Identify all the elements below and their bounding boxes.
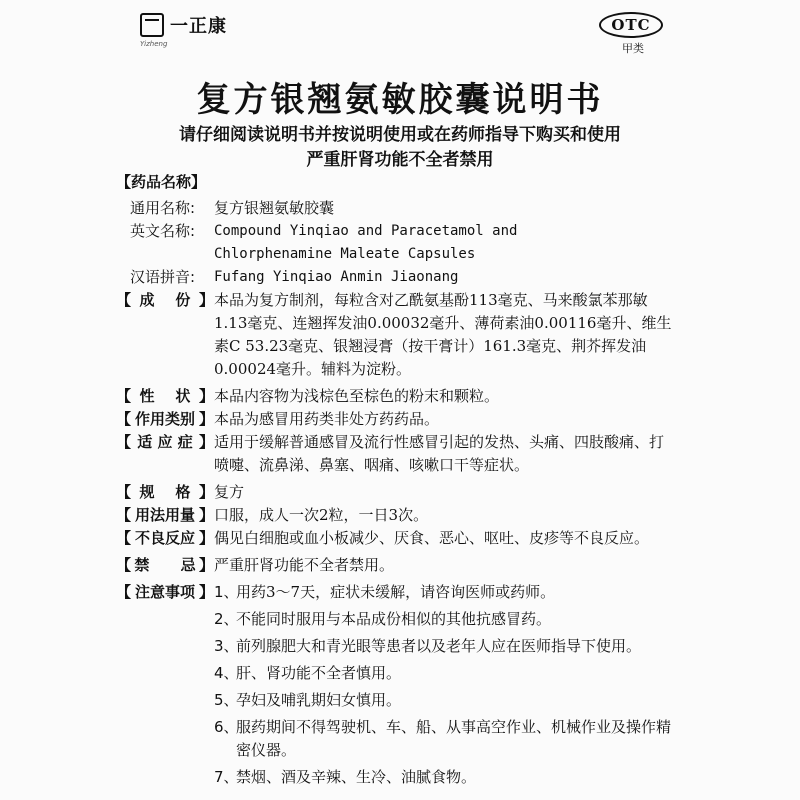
usage-value: 口服，成人一次2粒，一日3次。 — [214, 506, 429, 524]
indication-value: 适用于缓解普通感冒及流行性感冒引起的发热、头痛、四肢酸痛、打喷嚏、流鼻涕、鼻塞、咽痛、咳嗽口干等症状。 — [214, 433, 665, 474]
adverse-label: 不良反应 — [134, 529, 195, 547]
list-item: 4、 肝、肾功能不全者慎用。 — [214, 664, 402, 682]
character-value: 本品内容物为浅棕色至棕色的粉末和颗粒。 — [214, 387, 500, 405]
english-name-value-1: Compound Yinqiao and Paracetamol and — [214, 223, 518, 239]
character-label: 性 状 — [139, 387, 191, 405]
brand-subtitle: Yizheng — [140, 40, 168, 48]
warning-line-1: 请仔细阅读说明书并按说明使用或在药师指导下购买和使用 — [179, 125, 621, 145]
section-notes: 【 注意事项 】 1、 用药3～7天，症状未缓解，请咨询医师或药师。 2、 不能同时服用与本品成份相似的其他抗感冒药。 3、 前列腺肥大和青光眼等患者以及老年人应在医师指导下使用。 4、 肝、肾功能不全者慎用。 5、 孕妇及哺乳期妇女慎用。 6、 服药期间不得驾驶机、车、船、从事高空作业、机械作业及操作精密仪器。 7、 禁烟、酒及辛辣、生冷、油腻食物。 — [116, 581, 676, 789]
section-usage: 【 用法用量 】 口服，成人一次2粒，一日3次。 — [116, 504, 676, 527]
notes-list — [214, 581, 676, 789]
category-label: 作用类别 — [134, 410, 195, 428]
section-drug-name: 【 药品名称 】 — [116, 171, 676, 194]
leaflet-body — [116, 171, 676, 789]
brand-name: 一正康 — [170, 16, 227, 37]
document-title: 复方银翘氨敏胶囊说明书 — [196, 80, 604, 120]
contra-label: 禁 忌 — [134, 556, 196, 574]
list-item: 6、 服药期间不得驾驶机、车、船、从事高空作业、机械作业及操作精密仪器。 — [214, 718, 672, 759]
pinyin-row — [116, 266, 676, 289]
adverse-value: 偶见白细胞或血小板减少、厌食、恶心、呕吐、皮疹等不良反应。 — [214, 529, 650, 547]
list-item: 7、 禁烟、酒及辛辣、生冷、油腻食物。 — [214, 768, 477, 786]
list-item: 3、 前列腺肥大和青光眼等患者以及老年人应在医师指导下使用。 — [214, 637, 642, 655]
english-name-row — [116, 220, 676, 266]
category-value: 本品为感冒用药类非处方药药品。 — [214, 410, 440, 428]
yizhengkang-logo-icon — [140, 13, 164, 37]
warning-line-2: 严重肝肾功能不全者禁用 — [306, 150, 494, 170]
english-name-value-2: Chlorphenamine Maleate Capsules — [214, 246, 476, 262]
section-character: 【 性 状 】 本品内容物为浅棕色至棕色的粉末和颗粒。 — [116, 385, 676, 408]
contra-value: 严重肝肾功能不全者禁用。 — [214, 556, 395, 574]
spec-label: 规 格 — [139, 483, 191, 501]
generic-name-row — [116, 197, 676, 220]
spec-value: 复方 — [214, 483, 245, 501]
section-category: 【 作用类别 】 本品为感冒用药类非处方药药品。 — [116, 408, 676, 431]
indication-label: 适 应 症 — [137, 433, 193, 451]
list-item: 1、 用药3～7天，症状未缓解，请咨询医师或药师。 — [214, 583, 556, 601]
ingredients-value: 本品为复方制剂，每粒含对乙酰氨基酚113毫克、马来酸氯苯那敏1.13毫克、连翘挥发油0.00032毫升、薄荷素油0.00116毫升、维生素C 53.23毫克、银翘浸膏（按干膏计）161.3毫克、荆芥挥发油0.00024毫升。辅料为淀粉。 — [214, 291, 672, 378]
section-ingredients: 【 成 份 】 本品为复方制剂，每粒含对乙酰氨基酚113毫克、马来酸氯苯那敏1.13毫克、连翘挥发油0.00032毫升、薄荷素油0.00116毫升、维生素C 53.23毫克、银翘浸膏（按干膏计）161.3毫克、荆芥挥发油0.00024毫升。辅料为淀粉。 — [116, 289, 676, 381]
usage-label: 用法用量 — [134, 506, 195, 524]
list-item: 2、 不能同时服用与本品成份相似的其他抗感冒药。 — [214, 610, 552, 628]
section-indication: 【 适 应 症 】 适用于缓解普通感冒及流行性感冒引起的发热、头痛、四肢酸痛、打喷嚏、流鼻涕、鼻塞、咽痛、咳嗽口干等症状。 — [116, 431, 676, 477]
list-item: 5、 孕妇及哺乳期妇女慎用。 — [214, 691, 402, 709]
section-spec: 【 规 格 】 复方 — [116, 481, 676, 504]
section-adverse: 【 不良反应 】 偶见白细胞或血小板减少、厌食、恶心、呕吐、皮疹等不良反应。 — [116, 527, 676, 550]
section-label: 药品名称 — [131, 173, 192, 191]
english-name-label: 英文名称: — [130, 222, 196, 240]
otc-class: 甲类 — [622, 42, 644, 55]
generic-name-label: 通用名称: — [130, 199, 196, 217]
notes-label: 注意事项 — [134, 583, 195, 601]
section-contraindication: 【 禁 忌 】 严重肝肾功能不全者禁用。 — [116, 554, 676, 577]
ingredients-label: 成 份 — [139, 291, 191, 309]
header — [140, 12, 800, 55]
pinyin-label: 汉语拼音: — [130, 268, 196, 286]
pinyin-value: Fufang Yinqiao Anmin Jiaonang — [214, 269, 459, 285]
otc-badge: OTC — [599, 12, 663, 38]
brand-logo — [140, 12, 227, 38]
generic-name-value: 复方银翘氨敏胶囊 — [214, 199, 335, 217]
